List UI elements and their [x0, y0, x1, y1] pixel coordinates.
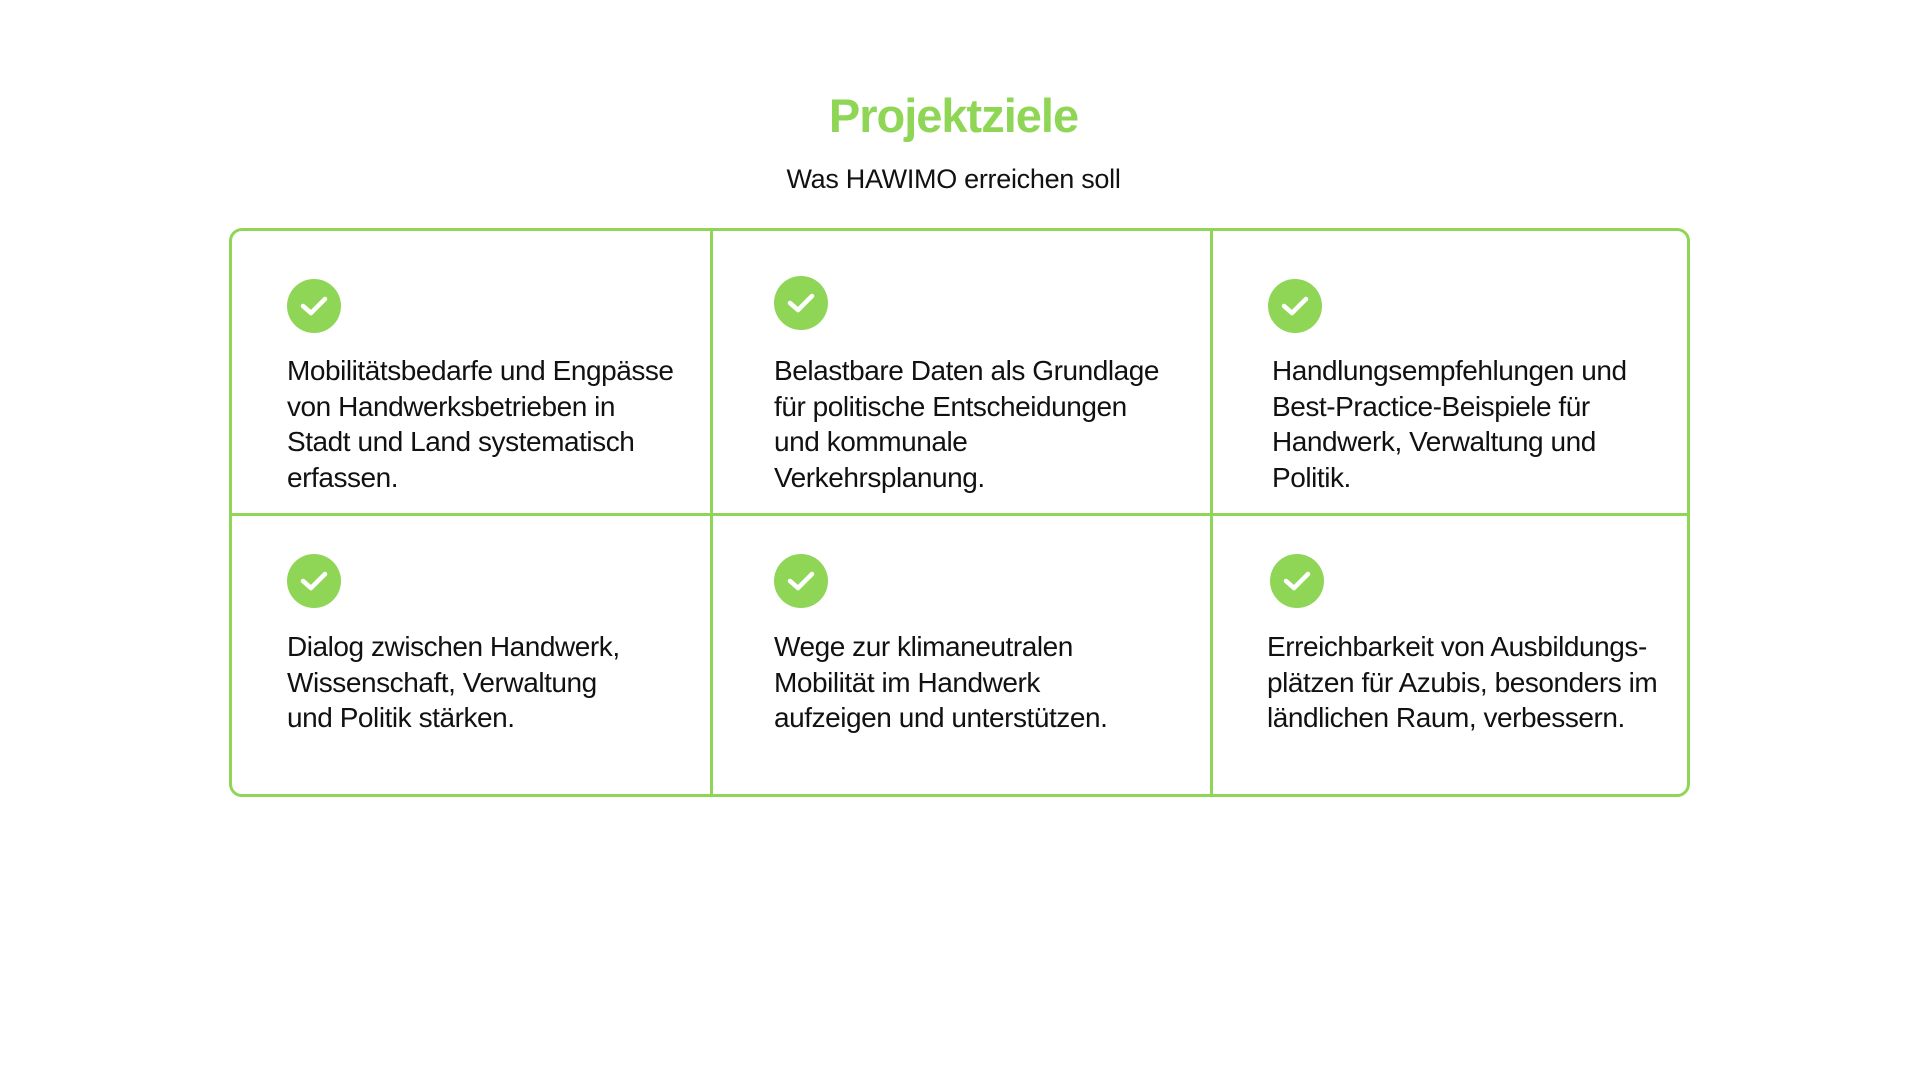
goal-text: Dialog zwischen Handwerk, Wissenschaft, Verwaltung und Politik stärken.	[287, 631, 620, 733]
goal-cell	[713, 516, 1210, 794]
check-circle-icon	[774, 554, 828, 608]
goal-cell	[232, 231, 710, 513]
check-circle-icon	[774, 276, 828, 330]
goal-text: Wege zur klimaneutralen Mobilität im Handwerk aufzeigen und unterstützen.	[774, 631, 1108, 733]
check-circle-icon	[287, 279, 341, 333]
goal-cell	[713, 231, 1210, 513]
goal-text: Handlungsempfehlungen und Best-Practice-Beispiele für Handwerk, Verwaltung und Politik.	[1272, 355, 1627, 493]
check-circle-icon	[1270, 554, 1324, 608]
goal-cell	[232, 516, 710, 794]
goals-grid	[229, 228, 1690, 797]
goal-cell	[1213, 516, 1687, 794]
goal-text: Mobilitätsbedarfe und Engpässe von Handwerksbetrieben in Stadt und Land systematisch erfassen.	[287, 355, 674, 493]
page-title: Projektziele	[828, 89, 1079, 142]
goal-text: Erreichbarkeit von Ausbildungs- plätzen für Azubis, besonders im ländlichen Raum, verbessern.	[1267, 631, 1658, 733]
check-circle-icon	[1268, 279, 1322, 333]
goal-text: Belastbare Daten als Grundlage für politische Entscheidungen und kommunale Verkehrsplanung.	[774, 355, 1159, 493]
goal-cell	[1213, 231, 1687, 513]
page-subtitle: Was HAWIMO erreichen soll	[786, 164, 1121, 194]
check-circle-icon	[287, 554, 341, 608]
